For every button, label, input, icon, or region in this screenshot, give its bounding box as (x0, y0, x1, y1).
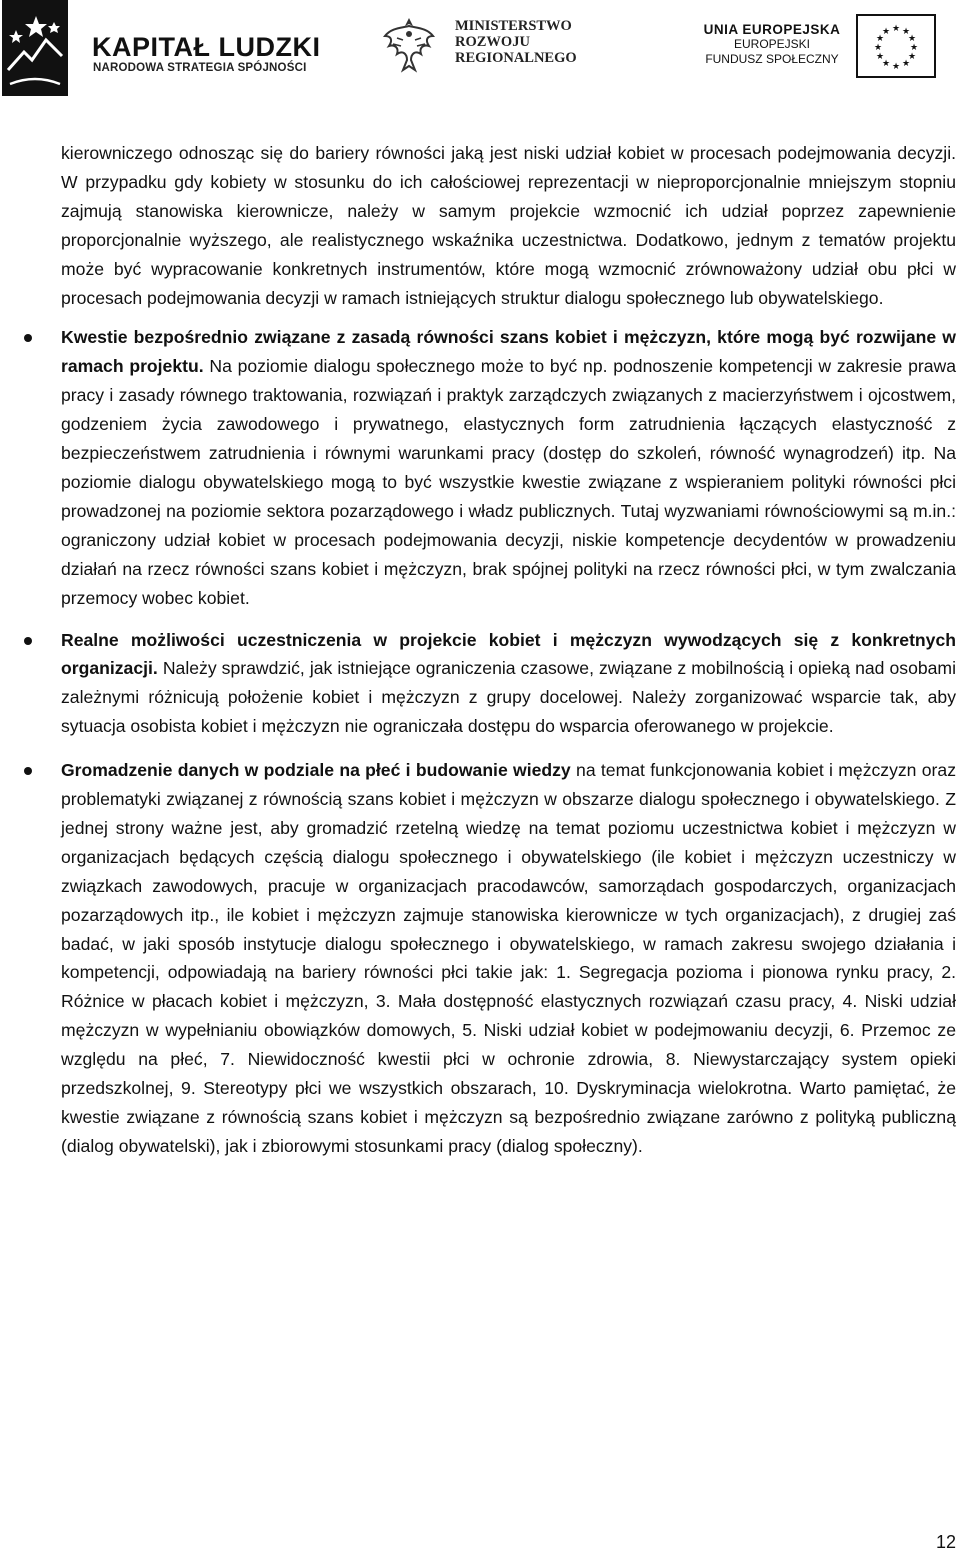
ministerstwo-line-1: MINISTERSTWO (455, 18, 572, 34)
kapital-ludzki-logo (0, 0, 320, 100)
bullet-item (61, 323, 956, 612)
bullet-item (61, 756, 956, 1161)
svg-text:★: ★ (873, 43, 883, 53)
bullet-dot-icon (24, 334, 32, 342)
bullet-lead: Realne możliwości uczestniczenia w projekcie kobiet i mężczyzn wywodzących się z konkretnych organizacji. (61, 629, 956, 679)
svg-text:★: ★ (891, 24, 901, 34)
unia-europejska-logo (660, 0, 960, 100)
svg-text:★: ★ (875, 34, 885, 44)
ministerstwo-text (455, 18, 605, 66)
unia-line-3: FUNDUSZ SPOŁECZNY (705, 52, 839, 66)
bullet-paragraph (61, 626, 956, 742)
bullet-lead: Kwestie bezpośrednio związane z zasadą równości szans kobiet i mężczyzn, które mogą być rozwijane w ramach projektu. (61, 327, 956, 377)
bullet-text: Na poziomie dialogu społecznego może to być np. podnoszenie kompetencji w zakresie prawa pracy i zasady równego traktowania, rozwiązań i praktyk zarządczych związanych z macierzyństwem i ojcostwem, godzeniem życia zawodowego i prywatnego, elastycznych form zatrudnienia łączących elastyczność z bezpieczeństwem zatrudnienia i równymi warunkami pracy (dostęp do szkoleń, równość wynagrodzeń) itp. Na poziomie dialogu obywatelskiego mogą to być wszystkie kwestie związane z wspieraniem polityki równości płci prowadzonej na poziomie sektora pozarządowego i władz publicznych. Tutaj wyzwaniami równościowymi są m.in.: ograniczony udział kobiet w procesach podejmowania decyzji, niskie kompetencje decydentów w prowadzeniu działań na rzecz równości szans kobiet i mężczyzn, brak spójnej polityki na rzecz równości płci, w tym zwalczania przemocy wobec kobiet. (61, 356, 956, 608)
eu-flag-icon (856, 14, 936, 78)
svg-text:★: ★ (901, 27, 911, 37)
svg-text:★: ★ (881, 27, 891, 37)
bullet-text: Należy sprawdzić, jak istniejące ograniczenia czasowe, związane z mobilnością i opieką nad osobami zależnymi różnicują położenie kobiet i mężczyzn z grupy docelowej. Należy zorganizować wsparcie tak, aby sytuacja osobista kobiet i mężczyzn nie ograniczała dostępu do wsparcia oferowanego w projekcie. (61, 658, 956, 737)
unia-europejska-text (682, 22, 862, 67)
bullet-paragraph (61, 323, 956, 612)
eagle-emblem-icon (383, 14, 435, 78)
ministerstwo-logo (375, 0, 605, 100)
page-number: 12 (935, 1532, 956, 1552)
bullet-lead: Gromadzenie danych w podziale na płeć i budowanie wiedzy (61, 760, 571, 781)
unia-line-1: UNIA EUROPEJSKA (703, 22, 841, 37)
ministerstwo-line-3: REGIONALNEGO (455, 50, 577, 66)
bullet-item (61, 626, 956, 742)
svg-text:★: ★ (901, 59, 911, 69)
svg-text:★: ★ (907, 52, 917, 62)
svg-text:★: ★ (875, 52, 885, 62)
kapital-ludzki-title: KAPITAŁ LUDZKI (92, 32, 321, 62)
kapital-ludzki-subtitle: NARODOWA STRATEGIA SPÓJNOŚCI (93, 62, 307, 74)
svg-text:★: ★ (881, 59, 891, 69)
ministerstwo-line-2: ROZWOJU (455, 34, 530, 50)
svg-text:★: ★ (909, 43, 919, 53)
intro-paragraph: kierowniczego odnosząc się do bariery równości jaką jest niski udział kobiet w procesach podejmowania decyzji. W przypadku gdy kobiety w stosunku do ich całościowej reprezentacji w nieproporcjonalnie mniejszym stopniu zajmują stanowiska kierownicze, należy w samym projekcie wzmocnić ich udział poprzez zapewnienie proporcjonalnie wyższego, ale realistycznego wskaźnika uczestnictwa. Dodatkowo, jednym z tematów projektu może być wypracowanie konkretnych instrumentów, które mogą wzmocnić zrównoważony udział obu płci w procesach podejmowania decyzji w ramach istniejących struktur dialogu społecznego lub obywatelskiego. (61, 143, 956, 308)
kapital-ludzki-mark-icon (2, 0, 68, 96)
unia-line-2: EUROPEJSKI (733, 37, 811, 51)
bullet-dot-icon (24, 637, 32, 645)
page-header (0, 0, 960, 100)
bullet-paragraph (61, 756, 956, 1161)
document-body (61, 139, 956, 1161)
bullet-dot-icon (24, 767, 32, 775)
svg-text:★: ★ (891, 62, 901, 72)
svg-text:★: ★ (907, 34, 917, 44)
bullet-text: na temat funkcjonowania kobiet i mężczyzn oraz problematyki związanej z równością szans kobiet i mężczyzn w obszarze dialogu społecznego i obywatelskiego. Z jednej strony ważne jest, aby gromadzić rzetelną wiedzę na temat poziomu uczestnictwa kobiet i mężczyzn w organizacjach będących częścią dialogu społecznego i obywatelskiego (ile kobiet i mężczyzn uczestniczy w związkach zawodowych, pracuje w organizacjach pracodawców, samorządach gospodarczych, organizacjach pozarządowych itp., ile kobiet i mężczyzn zajmuje stanowiska kierownicze w tych organizacjach), z drugiej zaś badać, w jaki sposób instytucje dialogu społecznego i obywatelskiego, w ramach zakresu swojego działania i kompetencji, odpowiadają na bariery równości płci takie jak: 1. Segregacja pozioma i pionowa rynku pracy, 2. Różnice w płacach kobiet i mężczyzn, 3. Mała dostępność elastycznych rozwiązań czasu pracy, 4. Niski udział mężczyzn w wypełnianiu obowiązków domowych, 5. Niski udział kobiet w podejmowaniu decyzji, 6. Przemoc ze względu na płeć, 7. Niewidoczność kwestii płci w ochronie zdrowia, 8. Niewystarczający system opieki przedszkolnej, 9. Stereotypy płci we wszystkich obszarach, 10. Dyskryminacja wielokrotna. Warto pamiętać, że kwestie związane z równością szans kobiet i mężczyzn są bezpośrednio związane zarówno z polityką publiczną (dialog obywatelski), jak i zbiorowymi stosunkami pracy (dialog społeczny). (61, 760, 956, 1156)
